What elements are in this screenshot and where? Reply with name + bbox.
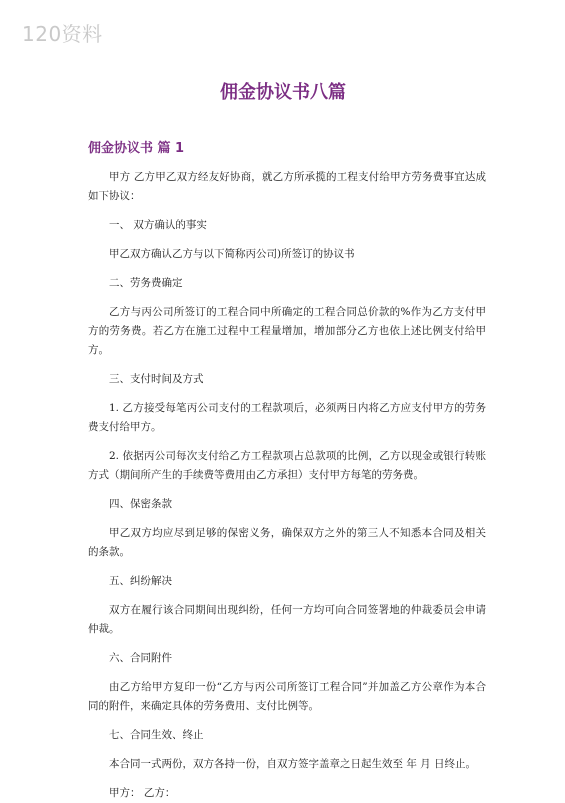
document-title: 佣金协议书八篇	[220, 82, 346, 103]
clause-text-4: 甲乙双方均应尽到足够的保密义务，确保双方之外的第三人不知悉本合同及相关的条款。	[88, 527, 486, 558]
section-title: 佣金协议书 篇 1	[88, 141, 185, 156]
clause-text-2: 乙方与丙公司所签订的工程合同中所确定的工程合同总价款的%作为乙方支付甲方的劳务费。若乙方在施工过程中工程量增加，增加部分乙方也依上述比例支付给甲方。	[88, 306, 486, 356]
clause-heading-6: 六、合同附件	[109, 652, 172, 664]
signature-line: 甲方： 乙方：	[109, 787, 176, 799]
clause-text-3-2: 2. 依据丙公司每次支付给乙方工程款项占总款项的比例，乙方以现金或银行转账方式（期间所产生的手续费等费用由乙方承担）支付甲方每笔的劳务费。	[88, 450, 486, 481]
clause-heading-7: 七、合同生效、终止	[109, 729, 204, 741]
clause-text-3-1: 1. 乙方接受每笔丙公司支付的工程款项后，必须两日内将乙方应支付甲方的劳务费支付给甲方。	[88, 402, 486, 433]
clause-heading-1: 一、 双方确认的事实	[109, 219, 207, 231]
clause-text-6: 由乙方给甲方复印一份“乙方与丙公司所签订工程合同”并加盖乙方公章作为本合同的附件，来确定具体的劳务费用、支付比例等。	[88, 681, 486, 712]
watermark-logo: 120资料	[22, 22, 103, 46]
document-body	[88, 168, 486, 803]
clause-text-1: 甲乙双方确认乙方与以下简称丙公司)所签订的协议书	[109, 248, 355, 260]
clause-heading-5: 五、纠纷解决	[109, 575, 172, 587]
intro-paragraph: 甲方 乙方甲乙双方经友好协商，就乙方所承揽的工程支付给甲方劳务费事宜达成如下协议：	[88, 171, 486, 202]
clause-heading-2: 二、劳务费确定	[109, 277, 183, 289]
clause-text-5: 双方在履行该合同期间出现纠纷，任何一方均可向合同签署地的仲裁委员会申请仲裁。	[88, 604, 486, 635]
clause-heading-3: 三、支付时间及方式	[109, 373, 204, 385]
clause-heading-4: 四、保密条款	[109, 498, 172, 510]
clause-text-7: 本合同一式两份，双方各持一份，自双方签字盖章之日起生效至 年 月 日终止。	[109, 758, 477, 770]
